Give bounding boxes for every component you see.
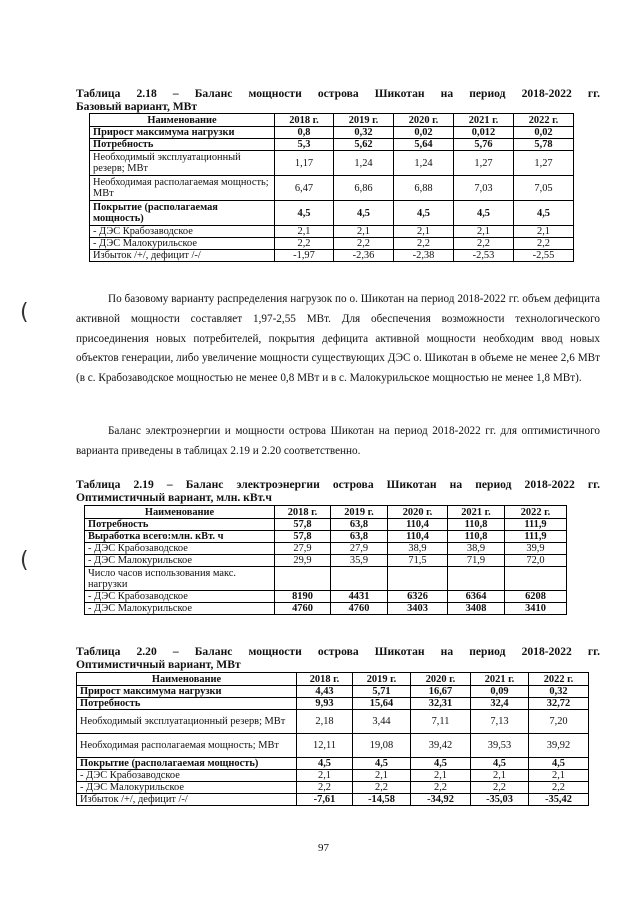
column-header-year: 2019 г. [334,114,394,127]
column-header-year: 2021 г. [471,673,529,686]
body-paragraph-1 [76,290,600,389]
cell-value: 72,0 [505,555,567,567]
cell-value: 4,5 [514,201,574,226]
cell-value: 39,9 [505,543,567,555]
cell-value: 63,8 [331,519,388,531]
cell-value: 5,71 [353,686,411,698]
cell-value: 2,1 [529,770,589,782]
row-label: - ДЭС Крабозаводское [77,770,297,782]
table-18 [89,113,574,262]
cell-value: 6,47 [275,176,334,201]
cell-value: 39,53 [471,734,529,758]
row-label: Покрытие (располагаемая мощность) [90,201,275,226]
column-header-year: 2020 г. [394,114,454,127]
table-row [77,734,589,758]
cell-value: 71,9 [448,555,505,567]
cell-value: 6,88 [394,176,454,201]
column-header-year: 2020 г. [411,673,471,686]
cell-value: 1,24 [394,151,454,176]
cell-value: 110,4 [388,519,448,531]
margin-bracket-mark-upper: ( [20,300,29,325]
table-row [90,201,574,226]
cell-value: 1,24 [334,151,394,176]
column-header-year: 2022 г. [514,114,574,127]
cell-value: 4,5 [529,758,589,770]
cell-value: 2,1 [353,770,411,782]
column-header-year: 2018 г. [275,114,334,127]
cell-value: -2,53 [454,250,514,262]
cell-value: 0,02 [514,127,574,139]
cell-value [331,567,388,591]
row-label: Выработка всего:млн. кВт. ч [85,531,275,543]
cell-value: 27,9 [331,543,388,555]
cell-value: 4,5 [471,758,529,770]
table-row [90,151,574,176]
row-label: - ДЭС Малокурильское [85,603,275,615]
column-header-year: 2022 г. [529,673,589,686]
column-header-name: Наименование [90,114,275,127]
cell-value: 0,012 [454,127,514,139]
cell-value: 4,5 [454,201,514,226]
row-label: - ДЭС Крабозаводское [85,543,275,555]
table-row [77,686,589,698]
cell-value: 2,1 [297,770,353,782]
cell-value: 2,1 [275,226,334,238]
cell-value: 4,5 [334,201,394,226]
cell-value [448,567,505,591]
table-row [90,250,574,262]
table-19-caption-line1: Таблица 2.19 – Баланс электроэнергии острова Шикотан на период 2018-2022 гг. [76,478,600,491]
table-row [77,698,589,710]
table-20-caption-line2: Оптимистичный вариант, МВт [76,658,241,671]
cell-value: 7,03 [454,176,514,201]
cell-value: 4,5 [411,758,471,770]
cell-value: 39,42 [411,734,471,758]
body-paragraph-2 [76,422,600,462]
cell-value: 27,9 [275,543,331,555]
cell-value: 2,2 [394,238,454,250]
row-label: Необходимый эксплуатационный резерв; МВт [77,710,297,734]
table-row [90,127,574,139]
row-label: Необходимая располагаемая мощность; МВт [77,734,297,758]
table-20 [76,672,589,806]
cell-value: 7,05 [514,176,574,201]
cell-value: 2,18 [297,710,353,734]
cell-value: 4,5 [353,758,411,770]
cell-value: -35,42 [529,794,589,806]
table-row [77,710,589,734]
column-header-year: 2018 г. [297,673,353,686]
cell-value: 9,93 [297,698,353,710]
table-row [90,139,574,151]
table-row [77,782,589,794]
cell-value: 0,32 [529,686,589,698]
cell-value: 5,78 [514,139,574,151]
cell-value: 0,02 [394,127,454,139]
cell-value: 110,8 [448,531,505,543]
cell-value: 16,67 [411,686,471,698]
cell-value: 2,2 [411,782,471,794]
cell-value: 38,9 [448,543,505,555]
paragraph-2-text: Баланс электроэнергии и мощности острова Шикотан на период 2018-2022 гг. для оптимистичного варианта приведены в таблицах 2.19 и 2.20 соответственно. [76,425,600,457]
cell-value: 3403 [388,603,448,615]
table-19-header-row [85,506,567,519]
cell-value: 4,5 [297,758,353,770]
table-row [90,226,574,238]
row-label: Потребность [77,698,297,710]
table-row [85,591,567,603]
cell-value: 5,62 [334,139,394,151]
cell-value: 2,2 [529,782,589,794]
cell-value: 2,2 [275,238,334,250]
cell-value: 4760 [331,603,388,615]
cell-value: 2,1 [411,770,471,782]
table-row [77,758,589,770]
cell-value: 111,9 [505,519,567,531]
row-label: Прирост максимума нагрузки [77,686,297,698]
row-label: - ДЭС Малокурильское [90,238,275,250]
margin-bracket-mark-lower: ( [20,548,29,573]
cell-value: 2,1 [514,226,574,238]
cell-value: 0,09 [471,686,529,698]
row-label: - ДЭС Крабозаводское [90,226,275,238]
row-label: Потребность [90,139,275,151]
table-18-caption-line1: Таблица 2.18 – Баланс мощности острова Шикотан на период 2018-2022 гг. [76,87,600,100]
column-header-year: 2021 г. [454,114,514,127]
table-row [77,770,589,782]
table-row [85,603,567,615]
row-label: Необходимая располагаемая мощность; МВт [90,176,275,201]
row-label: Необходимый эксплуатационный резерв; МВт [90,151,275,176]
cell-value: 110,4 [388,531,448,543]
cell-value: 57,8 [275,519,331,531]
cell-value: -2,36 [334,250,394,262]
column-header-name: Наименование [85,506,275,519]
cell-value: 4760 [275,603,331,615]
cell-value: 6,86 [334,176,394,201]
row-label: - ДЭС Малокурильское [77,782,297,794]
table-20-caption-line1: Таблица 2.20 – Баланс мощности острова Шикотан на период 2018-2022 гг. [76,645,600,658]
cell-value: 5,3 [275,139,334,151]
cell-value: 19,08 [353,734,411,758]
cell-value: 3408 [448,603,505,615]
cell-value: 32,31 [411,698,471,710]
cell-value: 4,5 [275,201,334,226]
column-header-year: 2022 г. [505,506,567,519]
cell-value: 3410 [505,603,567,615]
cell-value [275,567,331,591]
row-label: Число часов использования макс. нагрузки [85,567,275,591]
cell-value: 7,13 [471,710,529,734]
cell-value: 1,27 [514,151,574,176]
table-20-header-row [77,673,589,686]
column-header-year: 2020 г. [388,506,448,519]
cell-value: -1,97 [275,250,334,262]
cell-value: 2,2 [454,238,514,250]
row-label: Потребность [85,519,275,531]
cell-value: 7,11 [411,710,471,734]
cell-value: 32,72 [529,698,589,710]
cell-value: 2,2 [353,782,411,794]
cell-value: 4,5 [394,201,454,226]
cell-value: 0,32 [334,127,394,139]
table-row [85,519,567,531]
row-label: Покрытие (располагаемая мощность) [77,758,297,770]
cell-value: 57,8 [275,531,331,543]
cell-value: 38,9 [388,543,448,555]
cell-value: 6364 [448,591,505,603]
table-row [85,543,567,555]
row-label: Избыток /+/, дефицит /-/ [77,794,297,806]
cell-value: 2,1 [471,770,529,782]
cell-value: 110,8 [448,519,505,531]
cell-value: 4431 [331,591,388,603]
row-label: - ДЭС Крабозаводское [85,591,275,603]
row-label: Избыток /+/, дефицит /-/ [90,250,275,262]
cell-value: 2,2 [514,238,574,250]
cell-value: 12,11 [297,734,353,758]
cell-value: -7,61 [297,794,353,806]
cell-value: 1,17 [275,151,334,176]
cell-value: -2,38 [394,250,454,262]
table-19-caption-line2: Оптимистичный вариант, млн. кВт.ч [76,491,272,504]
cell-value: 0,8 [275,127,334,139]
cell-value: 71,5 [388,555,448,567]
cell-value: 1,27 [454,151,514,176]
row-label: - ДЭС Малокурильское [85,555,275,567]
cell-value: 35,9 [331,555,388,567]
cell-value: 7,20 [529,710,589,734]
cell-value: 111,9 [505,531,567,543]
column-header-year: 2019 г. [353,673,411,686]
cell-value: 2,1 [334,226,394,238]
row-label: Прирост максимума нагрузки [90,127,275,139]
table-row [85,567,567,591]
cell-value [505,567,567,591]
cell-value: 5,76 [454,139,514,151]
column-header-year: 2021 г. [448,506,505,519]
cell-value [388,567,448,591]
cell-value: 29,9 [275,555,331,567]
column-header-year: 2019 г. [331,506,388,519]
column-header-name: Наименование [77,673,297,686]
cell-value: 15,64 [353,698,411,710]
cell-value: 2,2 [297,782,353,794]
table-row [85,555,567,567]
cell-value: 6208 [505,591,567,603]
cell-value: 8190 [275,591,331,603]
cell-value: -14,58 [353,794,411,806]
table-row [90,238,574,250]
table-18-caption-line2: Базовый вариант, МВт [76,100,198,113]
cell-value: 4,43 [297,686,353,698]
table-row [77,794,589,806]
column-header-year: 2018 г. [275,506,331,519]
page-number: 97 [318,842,329,854]
cell-value: -2,55 [514,250,574,262]
cell-value: -34,92 [411,794,471,806]
cell-value: 2,1 [394,226,454,238]
cell-value: 5,64 [394,139,454,151]
table-row [85,531,567,543]
cell-value: 6326 [388,591,448,603]
table-19 [84,505,567,615]
cell-value: -35,03 [471,794,529,806]
cell-value: 32,4 [471,698,529,710]
cell-value: 2,2 [471,782,529,794]
cell-value: 2,2 [334,238,394,250]
cell-value: 63,8 [331,531,388,543]
cell-value: 2,1 [454,226,514,238]
paragraph-1-text: По базовому варианту распределения нагрузок по о. Шикотан на период 2018-2022 гг. объем дефицита активной мощности составляет 1,97-2,55 МВт. Для обеспечения возможности технологического присоединения новых потребителей, покрытия дефицита активной мощности необходим ввод новых объектов генерации, либо увеличение мощности существующих ДЭС о. Шикотан в объеме не менее 2,6 МВт (в с. Крабозаводское мощностью не менее 0,8 МВт и в с. Малокурильское мощностью не менее 1,8 МВт). [76,293,600,385]
cell-value: 3,44 [353,710,411,734]
cell-value: 39,92 [529,734,589,758]
table-18-header-row [90,114,574,127]
table-row [90,176,574,201]
